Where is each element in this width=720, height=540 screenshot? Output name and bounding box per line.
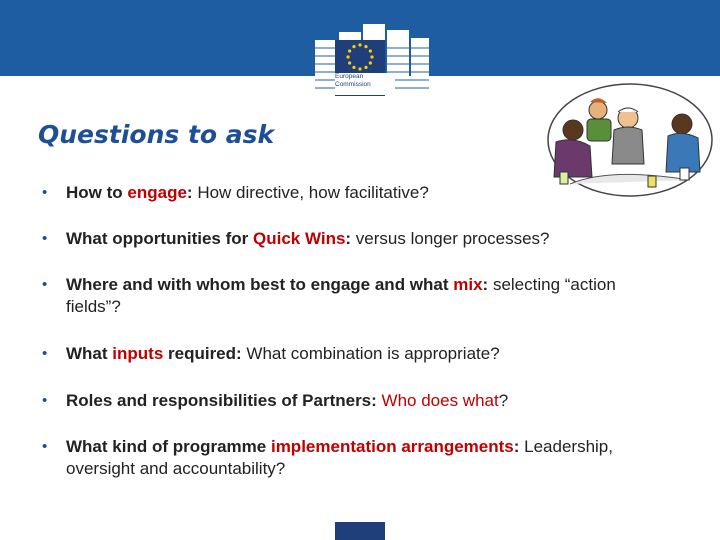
bullet-text: What kind of programme bbox=[66, 437, 271, 456]
eu-star-icon bbox=[352, 66, 355, 69]
eu-star-icon bbox=[348, 61, 351, 64]
footer-bar bbox=[335, 522, 385, 540]
list-item bbox=[30, 228, 690, 250]
bullet-icon: • bbox=[42, 345, 48, 362]
bullet-highlight: inputs bbox=[112, 344, 164, 363]
bullet-text: How to bbox=[66, 183, 128, 202]
eu-star-icon bbox=[358, 67, 361, 70]
bullet-text: What bbox=[66, 344, 113, 363]
bullet-text: How directive, how facilitative? bbox=[192, 183, 429, 202]
bullet-text: Leadership, oversight and accountability? bbox=[66, 437, 613, 478]
bullet-text: ? bbox=[498, 391, 509, 410]
list-item bbox=[30, 274, 690, 318]
eu-star-icon bbox=[364, 45, 367, 48]
bullet-highlight: Who does what bbox=[376, 391, 499, 410]
list-item bbox=[30, 390, 690, 412]
eu-star-icon bbox=[364, 66, 367, 69]
bullet-icon: • bbox=[42, 392, 48, 409]
eu-star-icon bbox=[346, 55, 349, 58]
bullet-text: Where and with whom best to engage and what bbox=[66, 275, 454, 294]
bullet-highlight: engage bbox=[127, 183, 187, 202]
eu-star-icon bbox=[358, 43, 361, 46]
eu-star-icon bbox=[369, 49, 372, 52]
bullet-text: versus longer processes? bbox=[351, 229, 550, 248]
bullet-highlight: implementation arrangements bbox=[270, 437, 514, 456]
logo-caption-line2: Commission bbox=[335, 80, 371, 88]
bullet-text: : bbox=[186, 183, 193, 202]
bullet-text: Roles and responsibilities of Partners: bbox=[66, 391, 377, 410]
bullet-text: selecting “action fields”? bbox=[66, 275, 616, 316]
bullet-text: required: bbox=[163, 344, 242, 363]
bullet-text: : bbox=[513, 437, 520, 456]
question-list bbox=[30, 182, 690, 480]
logo-caption-line1: European bbox=[335, 73, 364, 80]
bullet-highlight: Quick Wins bbox=[252, 229, 346, 248]
eu-star-icon bbox=[348, 49, 351, 52]
bullet-highlight: mix bbox=[453, 275, 483, 294]
eu-star-icon bbox=[370, 55, 373, 58]
bullet-text: What opportunities for bbox=[66, 229, 253, 248]
bullet-text: What combination is appropriate? bbox=[241, 344, 500, 363]
logo-underline bbox=[335, 95, 385, 96]
bullet-text: : bbox=[482, 275, 489, 294]
list-item bbox=[30, 343, 690, 365]
bullet-icon: • bbox=[42, 438, 48, 455]
bullet-icon: • bbox=[42, 184, 48, 201]
eu-star-icon bbox=[352, 45, 355, 48]
eu-star-icon bbox=[369, 61, 372, 64]
slide-title: Questions to ask bbox=[38, 120, 275, 149]
bullet-text: : bbox=[345, 229, 352, 248]
list-item bbox=[30, 436, 690, 480]
bullet-icon: • bbox=[42, 230, 48, 247]
logo-caption bbox=[335, 73, 395, 97]
list-item bbox=[30, 182, 690, 204]
bullet-icon: • bbox=[42, 276, 48, 293]
